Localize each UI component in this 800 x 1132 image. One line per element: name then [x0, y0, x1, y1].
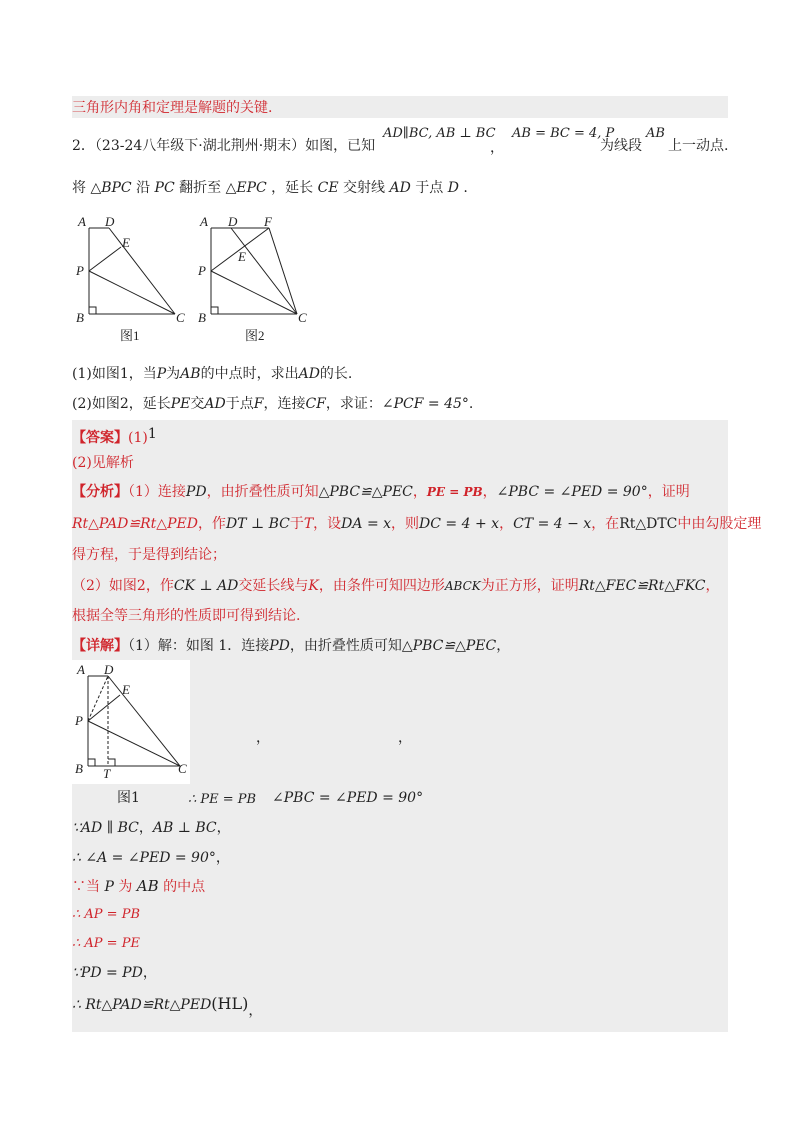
detail-step-2 — [72, 818, 231, 838]
text: . — [463, 180, 468, 196]
figure-1 — [89, 228, 175, 314]
text: 中由勾股定理 — [677, 516, 762, 532]
parallel: ∵AD ∥ BC — [72, 820, 139, 836]
segment-ad: AD — [298, 366, 320, 382]
triangle-bpc: △BPC — [90, 180, 132, 196]
label-e: E — [238, 249, 246, 264]
segment-ab: AB — [180, 366, 201, 382]
previous-solution-tail: 三角形内角和定理是解题的关键. — [72, 100, 273, 116]
detail-step-8 — [72, 994, 262, 1021]
text: ，求证： — [325, 396, 382, 412]
text: ， — [499, 516, 514, 532]
text: ， — [138, 820, 153, 836]
equation: CT = 4 − x — [513, 516, 592, 532]
triangle-epc: △EPC — [225, 180, 267, 196]
segment-ab: AB — [136, 877, 159, 895]
text: ∵当 — [72, 879, 100, 895]
analysis-line-3: 得方程，于是得到结论； — [72, 547, 226, 563]
triangle-dtc: Rt△DTC — [619, 516, 678, 532]
text: 交 — [190, 396, 205, 412]
text: 的长. — [319, 366, 353, 382]
text: ， — [215, 850, 230, 866]
problem-source: （23-24八年级下·湖北荆州·期末）如图，已知 — [94, 138, 376, 154]
text: (1)如图1，当 — [72, 366, 157, 382]
text: ，作 — [197, 516, 226, 532]
detail-step-1b: ∠PBC = ∠PED = 90° — [272, 790, 424, 806]
text: 交射线 — [343, 180, 386, 196]
text: 于点 — [415, 180, 444, 196]
segment-ad: AD — [204, 396, 226, 412]
text: ， — [216, 820, 231, 836]
text: ， — [142, 965, 157, 981]
problem-comma-1: ， — [490, 140, 504, 156]
label-e: E — [122, 235, 130, 250]
congruence: Rt△FEC≌Rt△FKC — [578, 578, 706, 594]
segment-ce: CE — [317, 180, 339, 196]
label-a: A — [77, 662, 85, 677]
answer-value: 1 — [147, 426, 157, 442]
text: (1) — [128, 430, 148, 446]
problem-line-2 — [72, 178, 468, 198]
problem-condition-2: AB = BC = 4, P — [512, 126, 615, 141]
detail-step-3 — [72, 848, 230, 868]
text: （1）连接 — [128, 484, 186, 500]
text: . — [468, 396, 474, 412]
figures-1-2 — [72, 212, 332, 350]
text: ，由条件可知四边形 — [318, 578, 445, 594]
segment-pc: PC — [154, 180, 175, 196]
label-a: A — [78, 214, 86, 229]
problem-number: 2． — [72, 138, 95, 154]
segment-pd: PD — [185, 484, 207, 500]
problem-condition-1: AD∥BC, AB ⊥ BC — [383, 126, 496, 141]
text: 于点 — [225, 396, 254, 412]
text: ，则 — [391, 516, 420, 532]
figure-2-caption: 图2 — [245, 328, 265, 343]
analysis-line-5: 根据全等三角形的性质即可得到结论. — [72, 608, 301, 624]
text: 将 — [72, 180, 86, 196]
answer-line-2: (2)见解析 — [72, 455, 134, 471]
text: ， — [412, 484, 427, 500]
congruence: △PBC≌△PEC — [318, 484, 413, 500]
analysis-line-4 — [72, 576, 720, 596]
point-p: P — [156, 366, 167, 382]
perpendicular: AB ⊥ BC — [152, 820, 217, 836]
problem-seg-ab: AB — [646, 126, 665, 141]
angle-equation: ∴ ∠A = ∠PED = 90° — [72, 850, 216, 866]
text: ， — [705, 578, 720, 594]
reason-hl: (HL) — [211, 994, 249, 1013]
detail-tag: 【详解】 — [72, 638, 128, 654]
label-p: P — [75, 713, 83, 728]
label-p: P — [198, 263, 206, 278]
label-a: A — [200, 214, 208, 229]
detail-mid-comma-1: ， — [256, 730, 270, 746]
point-f: F — [253, 396, 264, 412]
text: 交延长线与 — [238, 578, 309, 594]
point-d: D — [447, 180, 459, 196]
text: 翻折至 — [179, 180, 222, 196]
point-p: P — [104, 879, 114, 895]
detail-step-1: ∴ PE = PB — [188, 792, 257, 807]
text: ， — [482, 484, 497, 500]
equation: PE = PB — [426, 485, 483, 499]
text: 为 — [118, 879, 133, 895]
label-b: B — [75, 761, 83, 776]
problem-text-a: 为线段 — [600, 138, 642, 154]
perpendicular: DT ⊥ BC — [225, 516, 290, 532]
detail-step-6: ∴ AP = PE — [72, 936, 140, 951]
analysis-tag: 【分析】 — [72, 484, 128, 500]
problem-line-1 — [72, 136, 375, 156]
label-d: D — [105, 214, 115, 229]
text: 于 — [289, 516, 304, 532]
congruence: ∴ Rt△PAD≌Rt△PED — [72, 997, 212, 1013]
detail-step-5: ∴ AP = PB — [72, 907, 140, 922]
equation: DC = 4 + x — [419, 516, 500, 532]
label-b: B — [76, 310, 84, 325]
detail-figure-caption: 图1 — [117, 790, 140, 806]
answer-tag: 【答案】 — [72, 430, 128, 446]
text: 的中点 — [163, 879, 206, 895]
question-2 — [72, 394, 473, 414]
equation: ∵PD = PD — [72, 965, 143, 981]
label-p: P — [76, 263, 84, 278]
text: 为 — [166, 366, 181, 382]
problem-text-b: 上一动点. — [668, 138, 729, 154]
figure-1-caption: 图1 — [120, 328, 140, 343]
label-c: C — [176, 310, 185, 325]
label-c: C — [178, 761, 187, 776]
text: ，设 — [313, 516, 342, 532]
analysis-line-1 — [72, 482, 690, 502]
label-b: B — [198, 310, 206, 325]
equation: ∠PBC = ∠PED = 90° — [496, 484, 648, 500]
question-1 — [72, 364, 352, 384]
point-t: T — [303, 516, 314, 532]
analysis-line-2 — [72, 514, 761, 534]
text: ，由折叠性质可知 — [206, 484, 319, 500]
perpendicular: CK ⊥ AD — [173, 578, 239, 594]
text: （1）解：如图 1．连接 — [128, 638, 270, 654]
text: ，由折叠性质可知 — [289, 638, 402, 654]
label-d: D — [104, 662, 114, 677]
congruence: △PBC≌△PEC — [401, 638, 497, 654]
segment-pd: PD — [269, 638, 290, 654]
point-k: K — [308, 578, 319, 594]
text: 沿 — [136, 180, 151, 196]
segment-cf: CF — [305, 396, 326, 412]
text: （2）如图2，作 — [72, 578, 174, 594]
detail-mid-comma-2: ， — [398, 730, 412, 746]
segment-ad: AD — [389, 180, 411, 196]
label-c: C — [298, 310, 307, 325]
detail-figure-1 — [72, 660, 190, 784]
label-d: D — [228, 214, 238, 229]
quadrilateral: ABCK — [444, 579, 481, 593]
congruence: Rt△PAD≌Rt△PED — [72, 516, 198, 532]
segment-pe: PE — [170, 396, 191, 412]
text: 为正方形，证明 — [480, 578, 579, 594]
label-f: F — [264, 214, 272, 229]
text: (2)如图2，延长 — [72, 396, 171, 412]
label-t: T — [103, 766, 111, 781]
figure-2 — [211, 228, 297, 314]
text: ，在 — [591, 516, 620, 532]
detail-line-1 — [72, 636, 510, 656]
detail-step-4 — [72, 876, 205, 897]
text: ， — [496, 638, 511, 654]
text: 的中点时，求出 — [200, 366, 299, 382]
text: ， — [248, 1003, 263, 1019]
equation: DA = x — [341, 516, 392, 532]
text: ，延长 — [271, 180, 314, 196]
text: ，连接 — [263, 396, 306, 412]
answer-line-1 — [72, 424, 157, 448]
text: ，证明 — [647, 484, 690, 500]
angle-equation: ∠PCF = 45° — [381, 396, 469, 412]
detail-step-7 — [72, 963, 157, 983]
label-e: E — [122, 682, 130, 697]
